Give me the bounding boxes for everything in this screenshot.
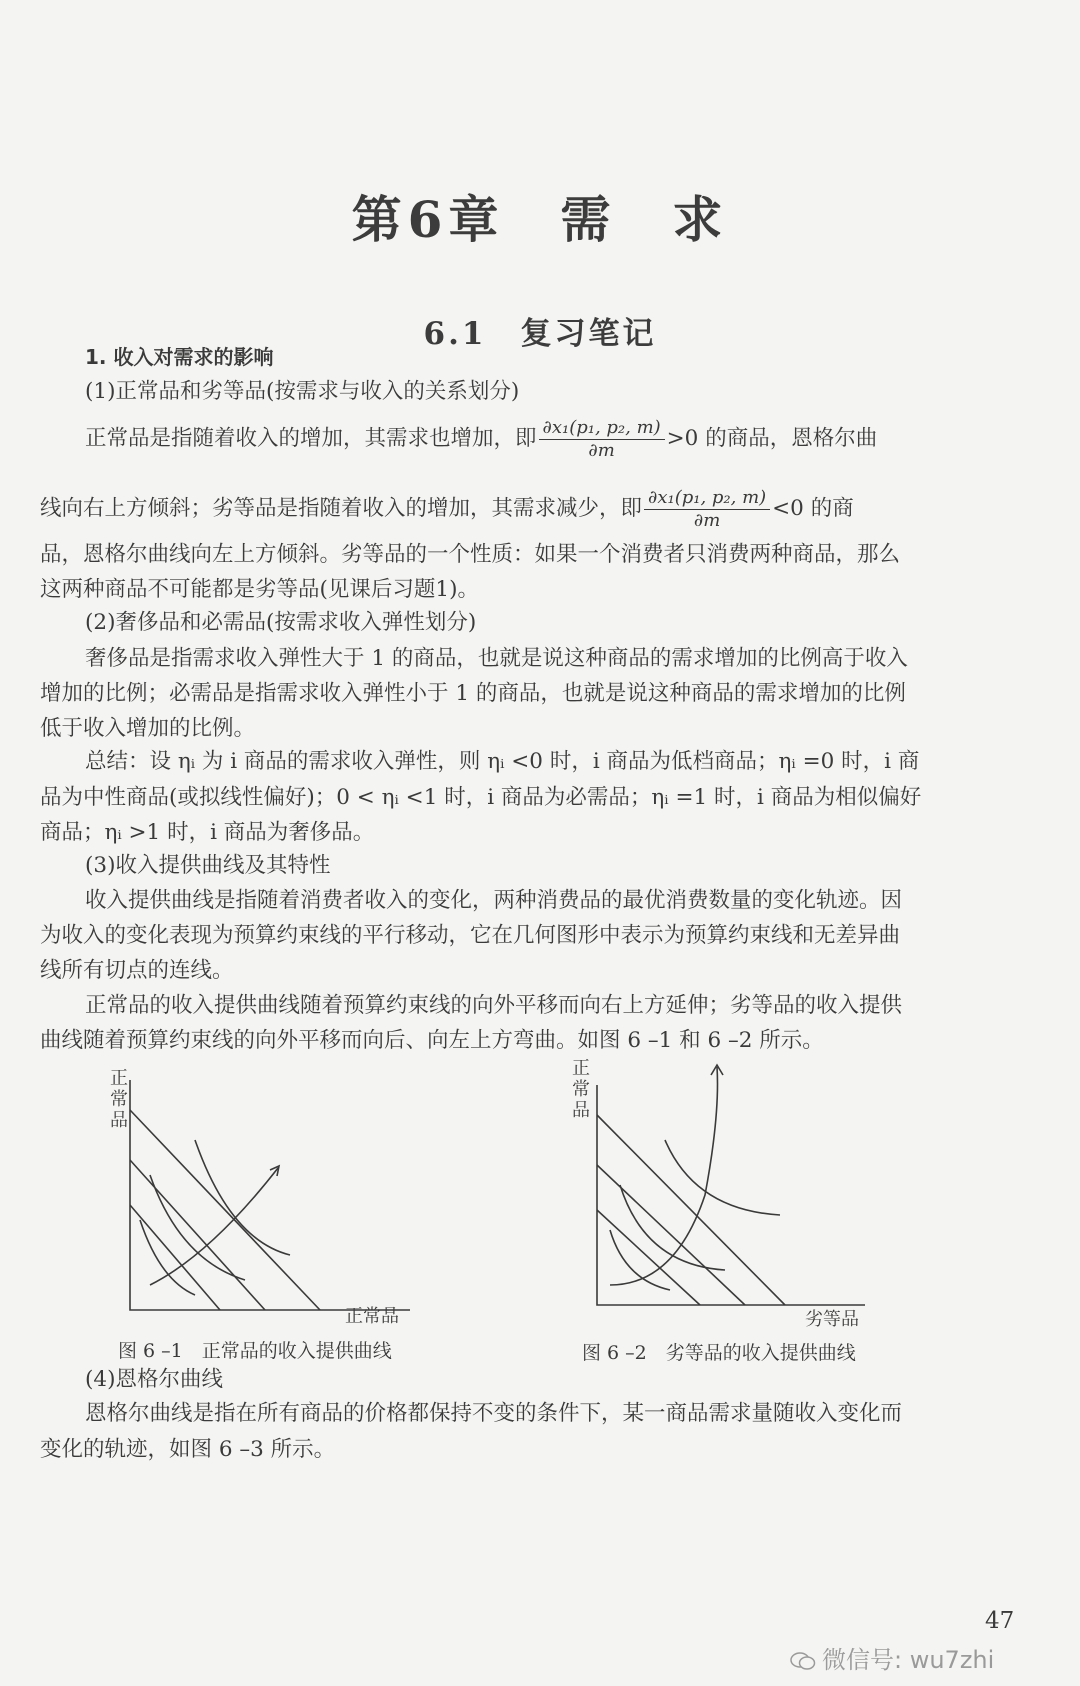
arrow-head bbox=[270, 1166, 279, 1176]
page-number: 47 bbox=[985, 1608, 1015, 1634]
text-segment: >0 的商品，恩格尔曲 bbox=[666, 426, 878, 451]
paragraph-line: 增加的比例；必需品是指需求收入弹性小于 1 的商品，也就是说这种商品的需求增加的比例 bbox=[40, 681, 906, 706]
wechat-id: 微信号: wu7zhi bbox=[822, 1646, 995, 1674]
axes bbox=[597, 1085, 865, 1305]
fraction-denominator: ∂m bbox=[693, 509, 721, 531]
paragraph-line: 总结：设 ηᵢ 为 i 商品的需求收入弹性，则 ηᵢ <0 时，i 商品为低档商品；ηᵢ =0 时，i 商 bbox=[85, 749, 920, 774]
paragraph-line: 品为中性商品(或拟线性偏好)；0 < ηᵢ <1 时，i 商品为必需品；ηᵢ =1 时，i 商品为相似偏好 bbox=[40, 785, 922, 810]
paragraph-line: 曲线随着预算约束线的向外平移而向后、向左上方弯曲。如图 6 –1 和 6 –2 所示。 bbox=[40, 1028, 824, 1053]
figure-6-1-y-label: 正 常 品 bbox=[110, 1068, 128, 1131]
chapter-title: 第6章 需 求 bbox=[351, 190, 729, 249]
wechat-icon bbox=[790, 1651, 816, 1671]
paragraph-line: 商品；ηᵢ >1 时，i 商品为奢侈品。 bbox=[40, 820, 375, 845]
paragraph-line: 线所有切点的连线。 bbox=[40, 958, 234, 983]
paragraph-line: 为收入的变化表现为预算约束线的平行移动，它在几何图形中表示为预算约束线和无差异曲 bbox=[40, 923, 901, 948]
figure-6-2-diagram bbox=[585, 1055, 885, 1315]
paragraph-line: 正常品的收入提供曲线随着预算约束线的向外平移而向右上方延伸；劣等品的收入提供 bbox=[85, 993, 903, 1018]
section-title: 6.1 复习笔记 bbox=[423, 316, 657, 352]
fraction-denominator: ∂m bbox=[588, 439, 615, 461]
paragraph-line: 这两种商品不可能都是劣等品(见课后习题1)。 bbox=[40, 577, 479, 602]
subheading-income-offer-curve: (3)收入提供曲线及其特性 bbox=[85, 853, 331, 878]
indifference-curve bbox=[610, 1230, 670, 1290]
figure-6-2-x-label: 劣等品 bbox=[805, 1309, 859, 1330]
heading-income-effect: 1. 收入对需求的影响 bbox=[85, 345, 274, 369]
indifference-curve bbox=[665, 1140, 780, 1215]
figure-6-1-x-label: 正常品 bbox=[345, 1306, 399, 1327]
paragraph-line: 低于收入增加的比例。 bbox=[40, 716, 256, 741]
fraction-numerator: ∂x₁(p₁, p₂, m) bbox=[644, 487, 770, 510]
paragraph-normal-goods-line1 bbox=[85, 414, 877, 464]
paragraph-line: 品，恩格尔曲线向左上方倾斜。劣等品的一个性质：如果一个消费者只消费两种商品，那么 bbox=[40, 542, 901, 567]
figure-6-2-caption: 图 6 –2 劣等品的收入提供曲线 bbox=[582, 1342, 856, 1364]
indifference-curve bbox=[150, 1175, 245, 1280]
figure-6-1-diagram bbox=[120, 1080, 420, 1330]
paragraph-line: 恩格尔曲线是指在所有商品的价格都保持不变的条件下，某一商品需求量随收入变化而 bbox=[85, 1401, 903, 1426]
subheading-engel-curve: (4)恩格尔曲线 bbox=[85, 1367, 223, 1392]
budget-line bbox=[130, 1160, 265, 1310]
subheading-normal-inferior: (1)正常品和劣等品(按需求与收入的关系划分) bbox=[85, 379, 520, 404]
paragraph-normal-goods-line2 bbox=[40, 484, 854, 534]
partial-derivative-fraction bbox=[539, 417, 665, 462]
text-segment: 线向右上方倾斜；劣等品是指随着收入的增加，其需求减少，即 bbox=[40, 496, 643, 521]
paragraph-line: 奢侈品是指需求收入弹性大于 1 的商品，也就是说这种商品的需求增加的比例高于收入 bbox=[85, 646, 908, 671]
budget-line bbox=[130, 1205, 220, 1310]
paragraph-line: 变化的轨迹，如图 6 –3 所示。 bbox=[40, 1437, 336, 1462]
figure-6-2-y-label: 正 常 品 bbox=[572, 1058, 590, 1121]
text-segment: <0 的商 bbox=[772, 496, 854, 521]
indifference-curve bbox=[140, 1220, 195, 1295]
subheading-luxury-necessity: (2)奢侈品和必需品(按需求收入弹性划分) bbox=[85, 610, 477, 635]
income-offer-curve bbox=[610, 1067, 718, 1285]
budget-line bbox=[597, 1210, 700, 1305]
indifference-curve bbox=[195, 1140, 290, 1255]
axes bbox=[130, 1080, 410, 1310]
fraction-numerator: ∂x₁(p₁, p₂, m) bbox=[539, 417, 665, 440]
text-segment: 正常品是指随着收入的增加，其需求也增加，即 bbox=[85, 426, 537, 451]
wechat-watermark bbox=[790, 1640, 994, 1675]
budget-line bbox=[597, 1115, 785, 1305]
paragraph-line: 收入提供曲线是指随着消费者收入的变化，两种消费品的最优消费数量的变化轨迹。因 bbox=[85, 888, 903, 913]
partial-derivative-fraction bbox=[644, 487, 770, 532]
figure-6-1-caption: 图 6 –1 正常品的收入提供曲线 bbox=[118, 1340, 392, 1362]
